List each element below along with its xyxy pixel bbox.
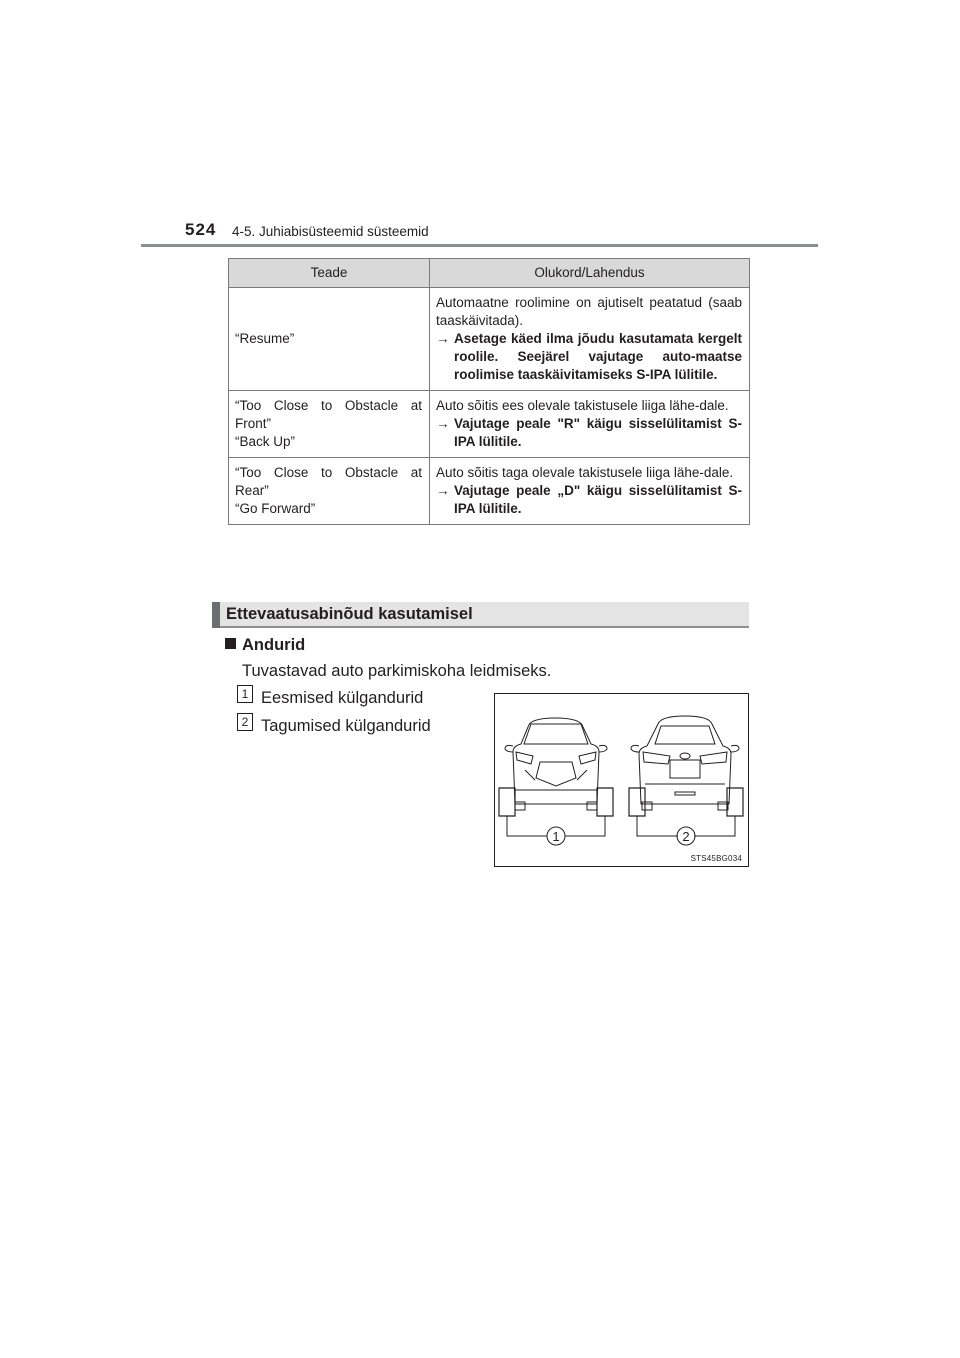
- sensors-description: Tuvastavad auto parkimiskoha leidmiseks.: [242, 662, 552, 680]
- situation-cell: [430, 288, 750, 391]
- precautions-heading: [212, 602, 749, 628]
- sensor-illustration: [495, 694, 748, 866]
- sensors-subheading: [225, 636, 305, 655]
- message-cell: [229, 288, 430, 391]
- table-row: [229, 391, 750, 458]
- arrow-icon: →: [436, 331, 450, 346]
- message-text: “Too Close to Obstacle at Rear”: [235, 465, 422, 498]
- action-text: Asetage käed ilma jõudu kasutamata kergelt roolile. Seejärel vajutage auto-maatse roolimise taaskäivitamiseks S-IPA lülitile.: [454, 331, 742, 382]
- section-title: 4-5. Juhiabisüsteemid süsteemid: [232, 224, 429, 239]
- action-line: [436, 482, 742, 518]
- table-row: [229, 458, 750, 525]
- situation-text: Auto sõitis taga olevale takistusele liiga lähe-dale.: [436, 465, 734, 480]
- message-text: “Go Forward”: [235, 501, 316, 516]
- page-number: 524: [185, 220, 217, 239]
- situation-cell: [430, 458, 750, 525]
- list-item-label: Tagumised külgandurid: [261, 717, 431, 735]
- action-line: [436, 330, 742, 384]
- heading-accent-bar: [212, 602, 220, 628]
- callout-label-2: 2: [682, 829, 690, 844]
- car-rear-view: [631, 716, 739, 810]
- action-text: Vajutage peale „D" käigu sisselülitamist S-IPA lülitile.: [454, 483, 742, 516]
- column-header-message: Teade: [229, 259, 430, 288]
- sensor-zones: [499, 788, 743, 816]
- list-item: [237, 686, 424, 708]
- table-header-row: [229, 259, 750, 288]
- message-table: [228, 258, 750, 525]
- arrow-icon: →: [436, 416, 450, 431]
- list-item-label: Eesmised külgandurid: [261, 689, 424, 707]
- message-cell: [229, 458, 430, 525]
- callout-number-1: 1: [237, 685, 253, 703]
- figure-code: STS45BG034: [690, 854, 742, 863]
- situation-text: Automaatne roolimine on ajutiselt peatatud (saab taaskäivitada).: [436, 295, 742, 328]
- message-text: “Resume”: [235, 331, 295, 346]
- sensor-figure: [494, 693, 749, 867]
- square-bullet-icon: [225, 638, 236, 649]
- precautions-heading-text: Ettevaatusabinõud kasutamisel: [226, 605, 473, 623]
- action-line: [436, 415, 742, 451]
- sensors-subheading-text: Andurid: [242, 636, 306, 654]
- message-text: “Too Close to Obstacle at Front”: [235, 398, 422, 431]
- callout-label-1: 1: [552, 829, 560, 844]
- table-row: [229, 288, 750, 391]
- list-item: [237, 714, 431, 736]
- situation-text: Auto sõitis ees olevale takistusele liiga lähe-dale.: [436, 398, 729, 413]
- callout-number-2: 2: [237, 713, 253, 731]
- car-front-view: [505, 718, 607, 810]
- header-rule: [141, 244, 818, 247]
- leader-lines: [507, 816, 735, 836]
- message-text: “Back Up”: [235, 434, 296, 449]
- column-header-situation: Olukord/Lahendus: [430, 259, 750, 288]
- situation-cell: [430, 391, 750, 458]
- message-cell: [229, 391, 430, 458]
- arrow-icon: →: [436, 483, 450, 498]
- action-text: Vajutage peale "R" käigu sisselülitamist S-IPA lülitile.: [454, 416, 742, 449]
